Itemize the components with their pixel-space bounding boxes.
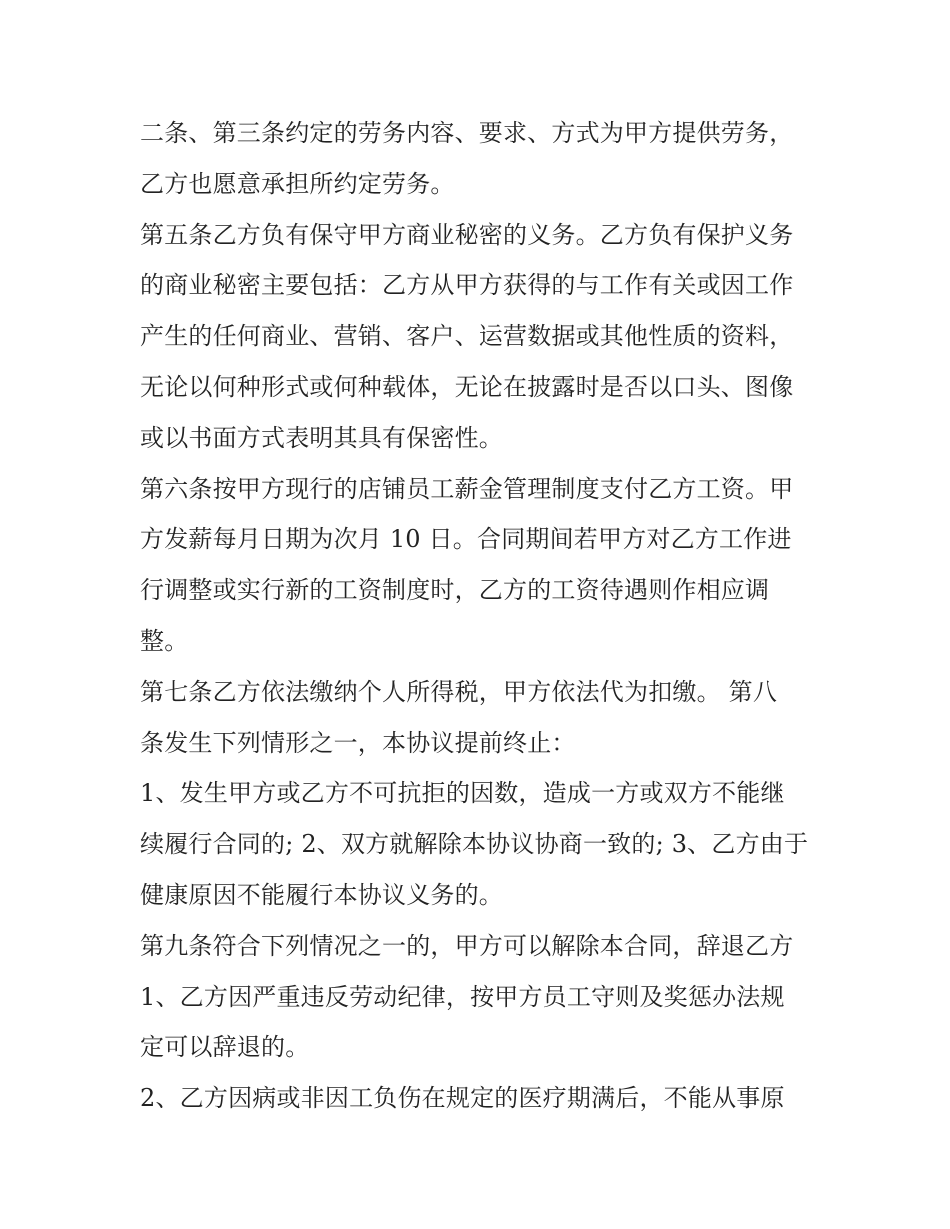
text-line: 方发薪每月日期为次月 10 日。合同期间若甲方对乙方工作进 <box>140 525 792 554</box>
text-line: 续履行合同的; 2、双方就解除本协议协商一致的; 3、乙方由于 <box>140 830 809 859</box>
text-line: 行调整或实行新的工资制度时，乙方的工资待遇则作相应调 <box>140 576 770 605</box>
text-line: 1、发生甲方或乙方不可抗拒的因数，造成一方或双方不能继 <box>140 779 785 808</box>
text-line: 第五条乙方负有保守甲方商业秘密的义务。乙方负有保护义务 <box>140 220 794 249</box>
text-line: 第六条按甲方现行的店铺员工薪金管理制度支付乙方工资。甲 <box>140 474 794 503</box>
text-line: 定可以辞退的。 <box>140 1033 310 1062</box>
text-line: 2、乙方因病或非因工负伤在规定的医疗期满后，不能从事原 <box>140 1084 785 1113</box>
text-line: 第九条符合下列情况之一的，甲方可以解除本合同，辞退乙方 <box>140 931 794 960</box>
text-line: 1、乙方因严重违反劳动纪律，按甲方员工守则及奖惩办法规 <box>140 982 785 1011</box>
text-line: 整。 <box>140 626 189 655</box>
contract-body-text <box>140 108 830 1124</box>
text-line: 健康原因不能履行本协议义务的。 <box>140 880 503 909</box>
text-line: 二条、第三条约定的劳务内容、要求、方式为甲方提供劳务， <box>140 119 794 147</box>
text-line: 或以书面方式表明其具有保密性。 <box>140 423 503 452</box>
text-line: 乙方也愿意承担所约定劳务。 <box>140 169 455 198</box>
text-line: 第七条乙方依法缴纳个人所得税，甲方依法代为扣缴。 第八 <box>140 677 778 706</box>
text-line: 产生的任何商业、营销、客户、运营数据或其他性质的资料， <box>140 322 794 351</box>
text-line: 的商业秘密主要包括：乙方从甲方获得的与工作有关或因工作 <box>140 271 794 300</box>
text-line: 无论以何种形式或何种载体，无论在披露时是否以口头、图像 <box>140 372 794 401</box>
text-line: 条发生下列情形之一，本协议提前终止： <box>140 728 576 757</box>
